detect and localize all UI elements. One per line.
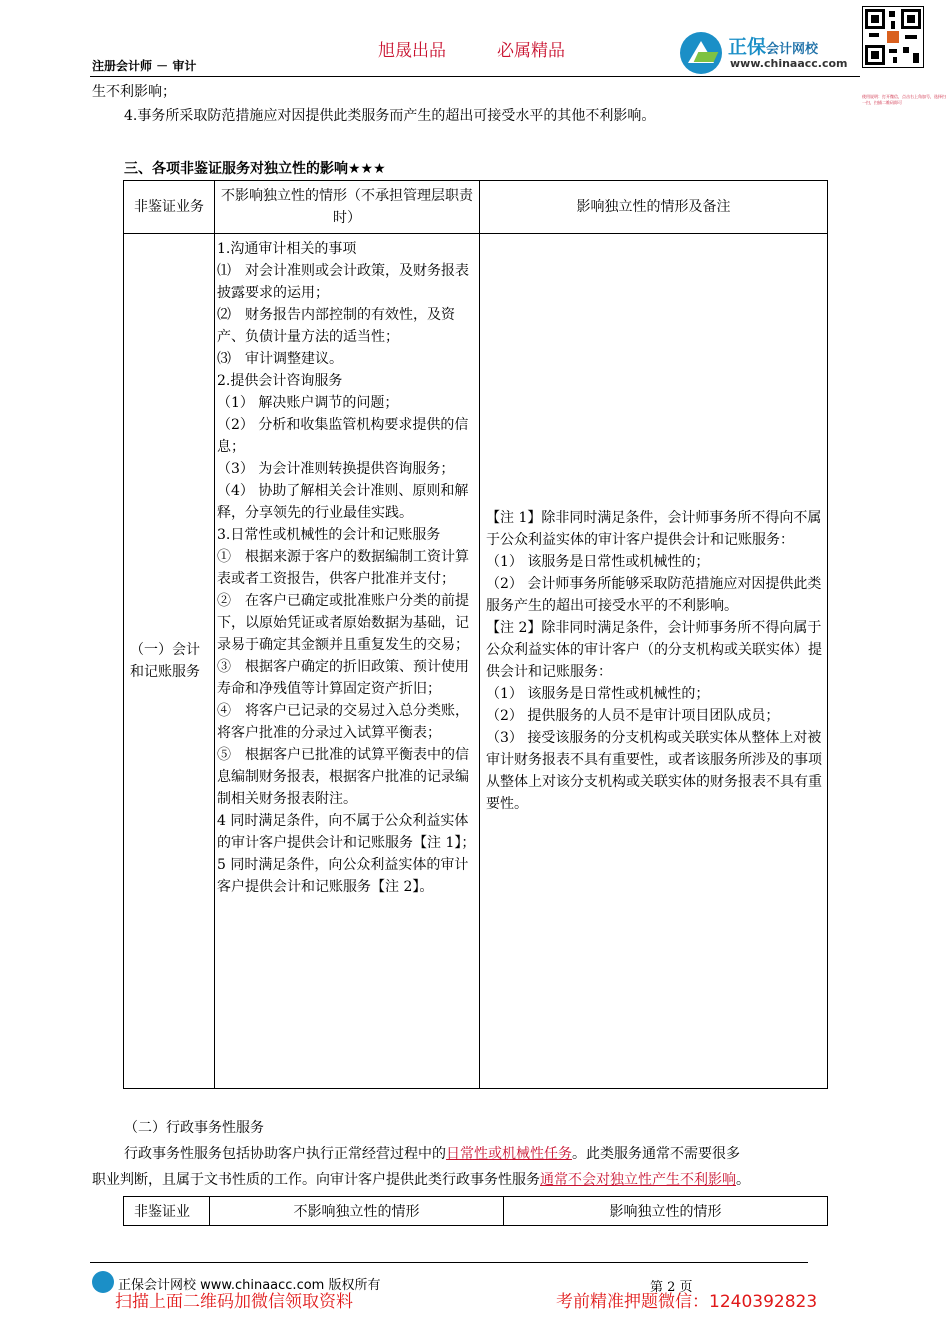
promo-left: 扫描上面二维码加微信领取资料: [115, 1292, 353, 1312]
intro-line-2: 4.事务所采取防范措施应对因提供此类服务而产生的超出可接受水平的其他不利影响。: [124, 108, 656, 124]
list-item: （1） 该服务是日常性或机械性的；: [486, 554, 710, 570]
table-header-row: [124, 181, 828, 234]
list-item: （2） 分析和收集监管机构要求提供的信息；: [217, 417, 469, 455]
list-item: 【注 2】除非同时满足条件，会计师事务所不得向属于公众利益实体的审计客户（的分支机构或关联实体）提供会计和记账服务：: [486, 620, 822, 680]
list-item: （3） 接受该服务的分支机构或关联实体从整体上对被审计财务报表不具有重要性，或者该服务所涉及的事项从整体上对该分支机构或关联实体的财务报表不具有重要性。: [486, 730, 822, 812]
logo-brand: 正保会计网校: [728, 36, 819, 58]
header-no-impact: 不影响独立性的情形: [210, 1197, 504, 1226]
list-item: 5 同时满足条件，向公众利益实体的审计客户提供会计和记账服务【注 2】。: [217, 857, 469, 895]
course-title: 注册会计师 － 审计: [92, 59, 197, 73]
logo-emblem-icon: [680, 32, 722, 74]
list-item: （4） 协助了解相关会计准则、原则和解释，分享领先的行业最佳实践。: [217, 483, 469, 521]
admin-title: （二）行政事务性服务: [124, 1120, 264, 1136]
list-item: 2.提供会计咨询服务: [217, 373, 343, 389]
table-row: [124, 234, 828, 1089]
impact-cell: [480, 234, 828, 1089]
list-item: 4 同时满足条件，向不属于公众利益实体的审计客户提供会计和记账服务【注 1】；: [217, 813, 476, 851]
admin-para-line-1: 行政事务性服务包括协助客户执行正常经营过程中的日常性或机械性任务。此类服务通常不需要很多: [124, 1146, 740, 1162]
admin-para-line-2: 职业判断，且属于文书性质的工作。向审计客户提供此类行政事务性服务通常不会对独立性产生不利影响。: [92, 1172, 750, 1188]
list-item: ⑶ 审计调整建议。: [217, 351, 343, 367]
list-item: ③ 根据客户确定的折旧政策、预计使用寿命和净残值等计算固定资产折旧；: [217, 659, 469, 697]
list-item: ⑤ 根据客户已批准的试算平衡表中的信息编制财务报表，根据客户批准的记录编制相关财务报表附注。: [217, 747, 469, 807]
header-impact: 影响独立性的情形及备注: [480, 181, 828, 234]
header-service: 非鉴证业务: [124, 181, 215, 234]
chinaacc-logo[interactable]: [680, 30, 856, 76]
list-item: ④ 将客户已记录的交易过入总分类账，将客户批准的分录过入试算平衡表；: [217, 703, 469, 741]
list-item: ① 根据来源于客户的数据编制工资计算表或者工资报告，供客户批准并支付；: [217, 549, 469, 587]
qr-caption: 使用说明：打开微信，点击右上角加号，选择扫一扫，扫描二维码即可: [862, 94, 946, 105]
no-impact-cell: [215, 234, 480, 1089]
slogan-left: 旭晟出品: [378, 41, 446, 61]
admin-services-table: [123, 1196, 828, 1226]
list-item: ⑴ 对会计准则或会计政策，及财务报表披露要求的运用；: [217, 263, 469, 301]
list-item: （2） 提供服务的人员不是审计项目团队成员；: [486, 708, 780, 724]
list-item: （2） 会计师事务所能够采取防范措施应对因提供此类服务产生的超出可接受水平的不利影响。: [486, 576, 822, 614]
logo-url: www.chinaacc.com: [730, 57, 848, 70]
footer-logo-icon: [92, 1271, 114, 1293]
list-item: ⑵ 财务报告内部控制的有效性，及资产、负债计量方法的适当性；: [217, 307, 455, 345]
list-item: 【注 1】除非同时满足条件，会计师事务所不得向不属于公众利益实体的审计客户提供会计和记账服务：: [486, 510, 822, 548]
promo-right: 考前精准押题微信：1240392823: [556, 1292, 818, 1312]
header-service: 非鉴证业: [124, 1197, 210, 1226]
section-title: 三、各项非鉴证服务对独立性的影响★★★: [124, 161, 386, 177]
independence-table: [123, 180, 828, 1089]
page-number: 第 2 页: [650, 1280, 693, 1295]
intro-line-1: 生不利影响；: [92, 84, 176, 100]
footer-copyright: 正保会计网校 www.chinaacc.com 版权所有: [118, 1278, 381, 1293]
list-item: 1.沟通审计相关的事项: [217, 241, 357, 257]
list-item: （3） 为会计准则转换提供咨询服务；: [217, 461, 455, 477]
header-divider: [90, 76, 860, 77]
list-item: ② 在客户已确定或批准账户分类的前提下，以原始凭证或者原始数据为基础，记录易于确定其金额并且重复发生的交易；: [217, 593, 469, 653]
table-header-row: [124, 1197, 828, 1226]
qr-center-logo: [887, 31, 899, 43]
header-impact: 影响独立性的情形: [504, 1197, 828, 1226]
footer-divider: [90, 1262, 808, 1263]
list-item: （1） 该服务是日常性或机械性的；: [486, 686, 710, 702]
emphasis-no-adverse-effect: 通常不会对独立性产生不利影响: [540, 1172, 736, 1188]
header-no-impact: 不影响独立性的情形（不承担管理层职责时）: [215, 181, 480, 234]
emphasis-routine-tasks: 日常性或机械性任务: [446, 1146, 572, 1162]
qr-code-icon[interactable]: [862, 6, 924, 68]
list-item: （1） 解决账户调节的问题；: [217, 395, 399, 411]
slogan-right: 必属精品: [497, 41, 565, 61]
list-item: 3.日常性或机械性的会计和记账服务: [217, 527, 441, 543]
row-label-accounting: （一）会计和记账服务: [124, 234, 215, 1089]
